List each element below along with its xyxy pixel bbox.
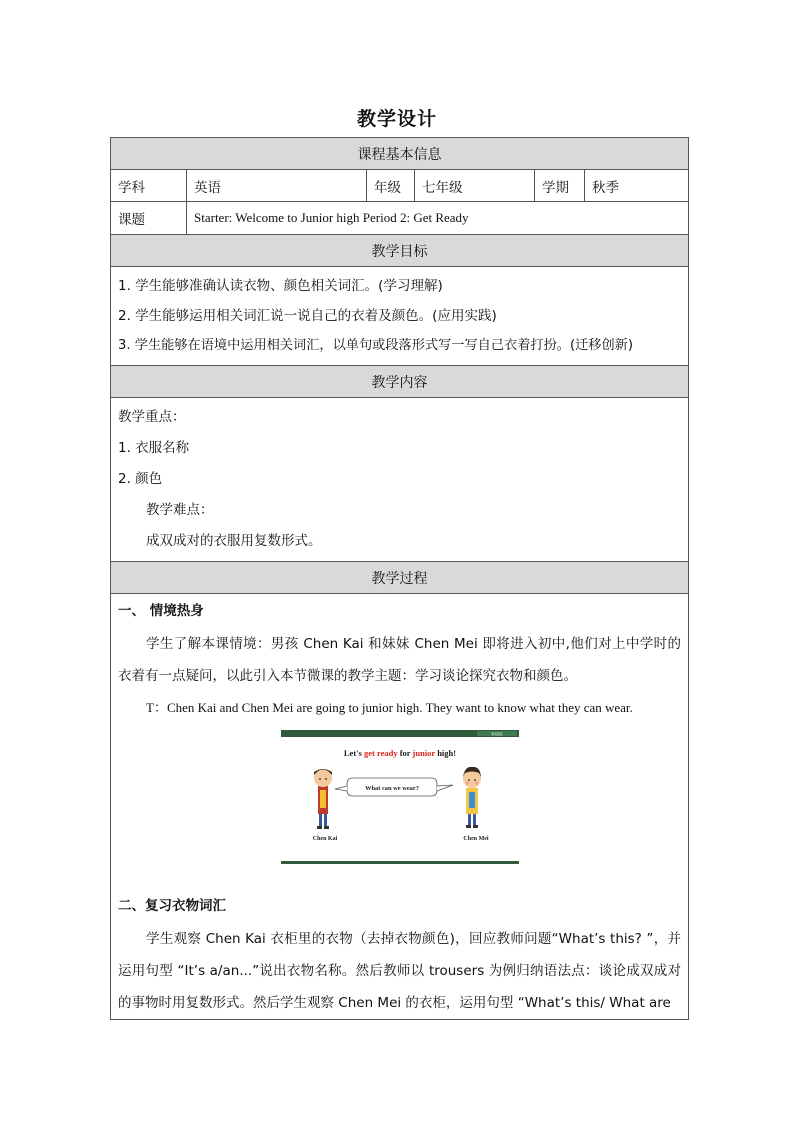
lesson-slide-image — [281, 730, 519, 864]
section-header-objectives: 教学目标 — [111, 235, 689, 267]
part1-paragraph: 学生了解本课情境：男孩 Chen Kai 和妹妹 Chen Mei 即将进入初中,他们对上中学时的衣着有一点疑问，以此引入本节微课的教学主题：学习谈论探究衣物和颜色。 — [118, 636, 681, 684]
topic-row — [111, 202, 689, 235]
section-header-content: 教学内容 — [111, 366, 689, 398]
objectives-cell — [111, 267, 689, 366]
term-value: 秋季 — [585, 170, 689, 202]
objective-item: 2. 学生能够运用相关词汇说一说自己的衣着及颜色。(应用实践) — [118, 308, 497, 324]
part1-teacher-line: T：Chen Kai and Chen Mei are going to junior high. They want to know what they can wear. — [146, 700, 633, 715]
part2-heading: 二、复习衣物词汇 — [118, 898, 226, 914]
part2-paragraph: 学生观察 Chen Kai 衣柜里的衣物（去掉衣物颜色)，回应教师问题“What’s this? ”，并运用句型 “It’s a/an...”说出衣物名称。然后教师以 trousers 为例归纳语法点：谈论成双成对的事物时用复数形式。然后学生观察 Chen Mei 的衣柜，运用句型 “What’s this/ What are — [118, 931, 681, 1011]
section-header-basic-info: 课程基本信息 — [111, 138, 689, 170]
key-point-item: 2. 颜色 — [118, 471, 163, 487]
lesson-plan-table — [110, 137, 689, 1020]
content-cell — [111, 398, 689, 562]
topic-value: Starter: Welcome to Junior high Period 2: Get Ready — [187, 202, 689, 235]
objective-item: 1. 学生能够准确认读衣物、颜色相关词汇。(学习理解) — [118, 278, 443, 294]
grade-label: 年级 — [367, 170, 415, 202]
svg-text:What can we wear?: What can we wear? — [364, 785, 419, 792]
subject-label: 学科 — [111, 170, 187, 202]
document-title: 教学设计 — [356, 108, 437, 130]
slide-bottom-bar — [281, 861, 519, 864]
section-header-process: 教学过程 — [111, 562, 689, 594]
grade-value: 七年级 — [415, 170, 535, 202]
topic-label: 课题 — [111, 202, 187, 235]
difficult-points-label: 教学难点： — [146, 502, 214, 518]
difficult-points-text: 成双成对的衣服用复数形式。 — [146, 533, 322, 549]
slide-title: Let's get ready for junior high! — [343, 748, 456, 758]
info-row — [111, 170, 689, 202]
subject-value: 英语 — [187, 170, 367, 202]
key-points-label: 教学重点： — [118, 409, 186, 425]
speech-bubble — [335, 778, 453, 796]
objective-item: 3. 学生能够在语境中运用相关词汇，以单句或段落形式写一写自己衣着打扮。(迁移创新) — [118, 338, 633, 353]
slide-illustration — [281, 730, 519, 864]
process-cell — [111, 594, 689, 1020]
part1-heading: 一、 情境热身 — [118, 603, 204, 619]
name-chen-mei: Chen Mei — [462, 836, 489, 842]
term-label: 学期 — [535, 170, 585, 202]
name-chen-kai: Chen Kai — [312, 836, 337, 842]
publisher-logo: 外研社 — [490, 731, 503, 737]
key-point-item: 1. 衣服名称 — [118, 440, 190, 456]
